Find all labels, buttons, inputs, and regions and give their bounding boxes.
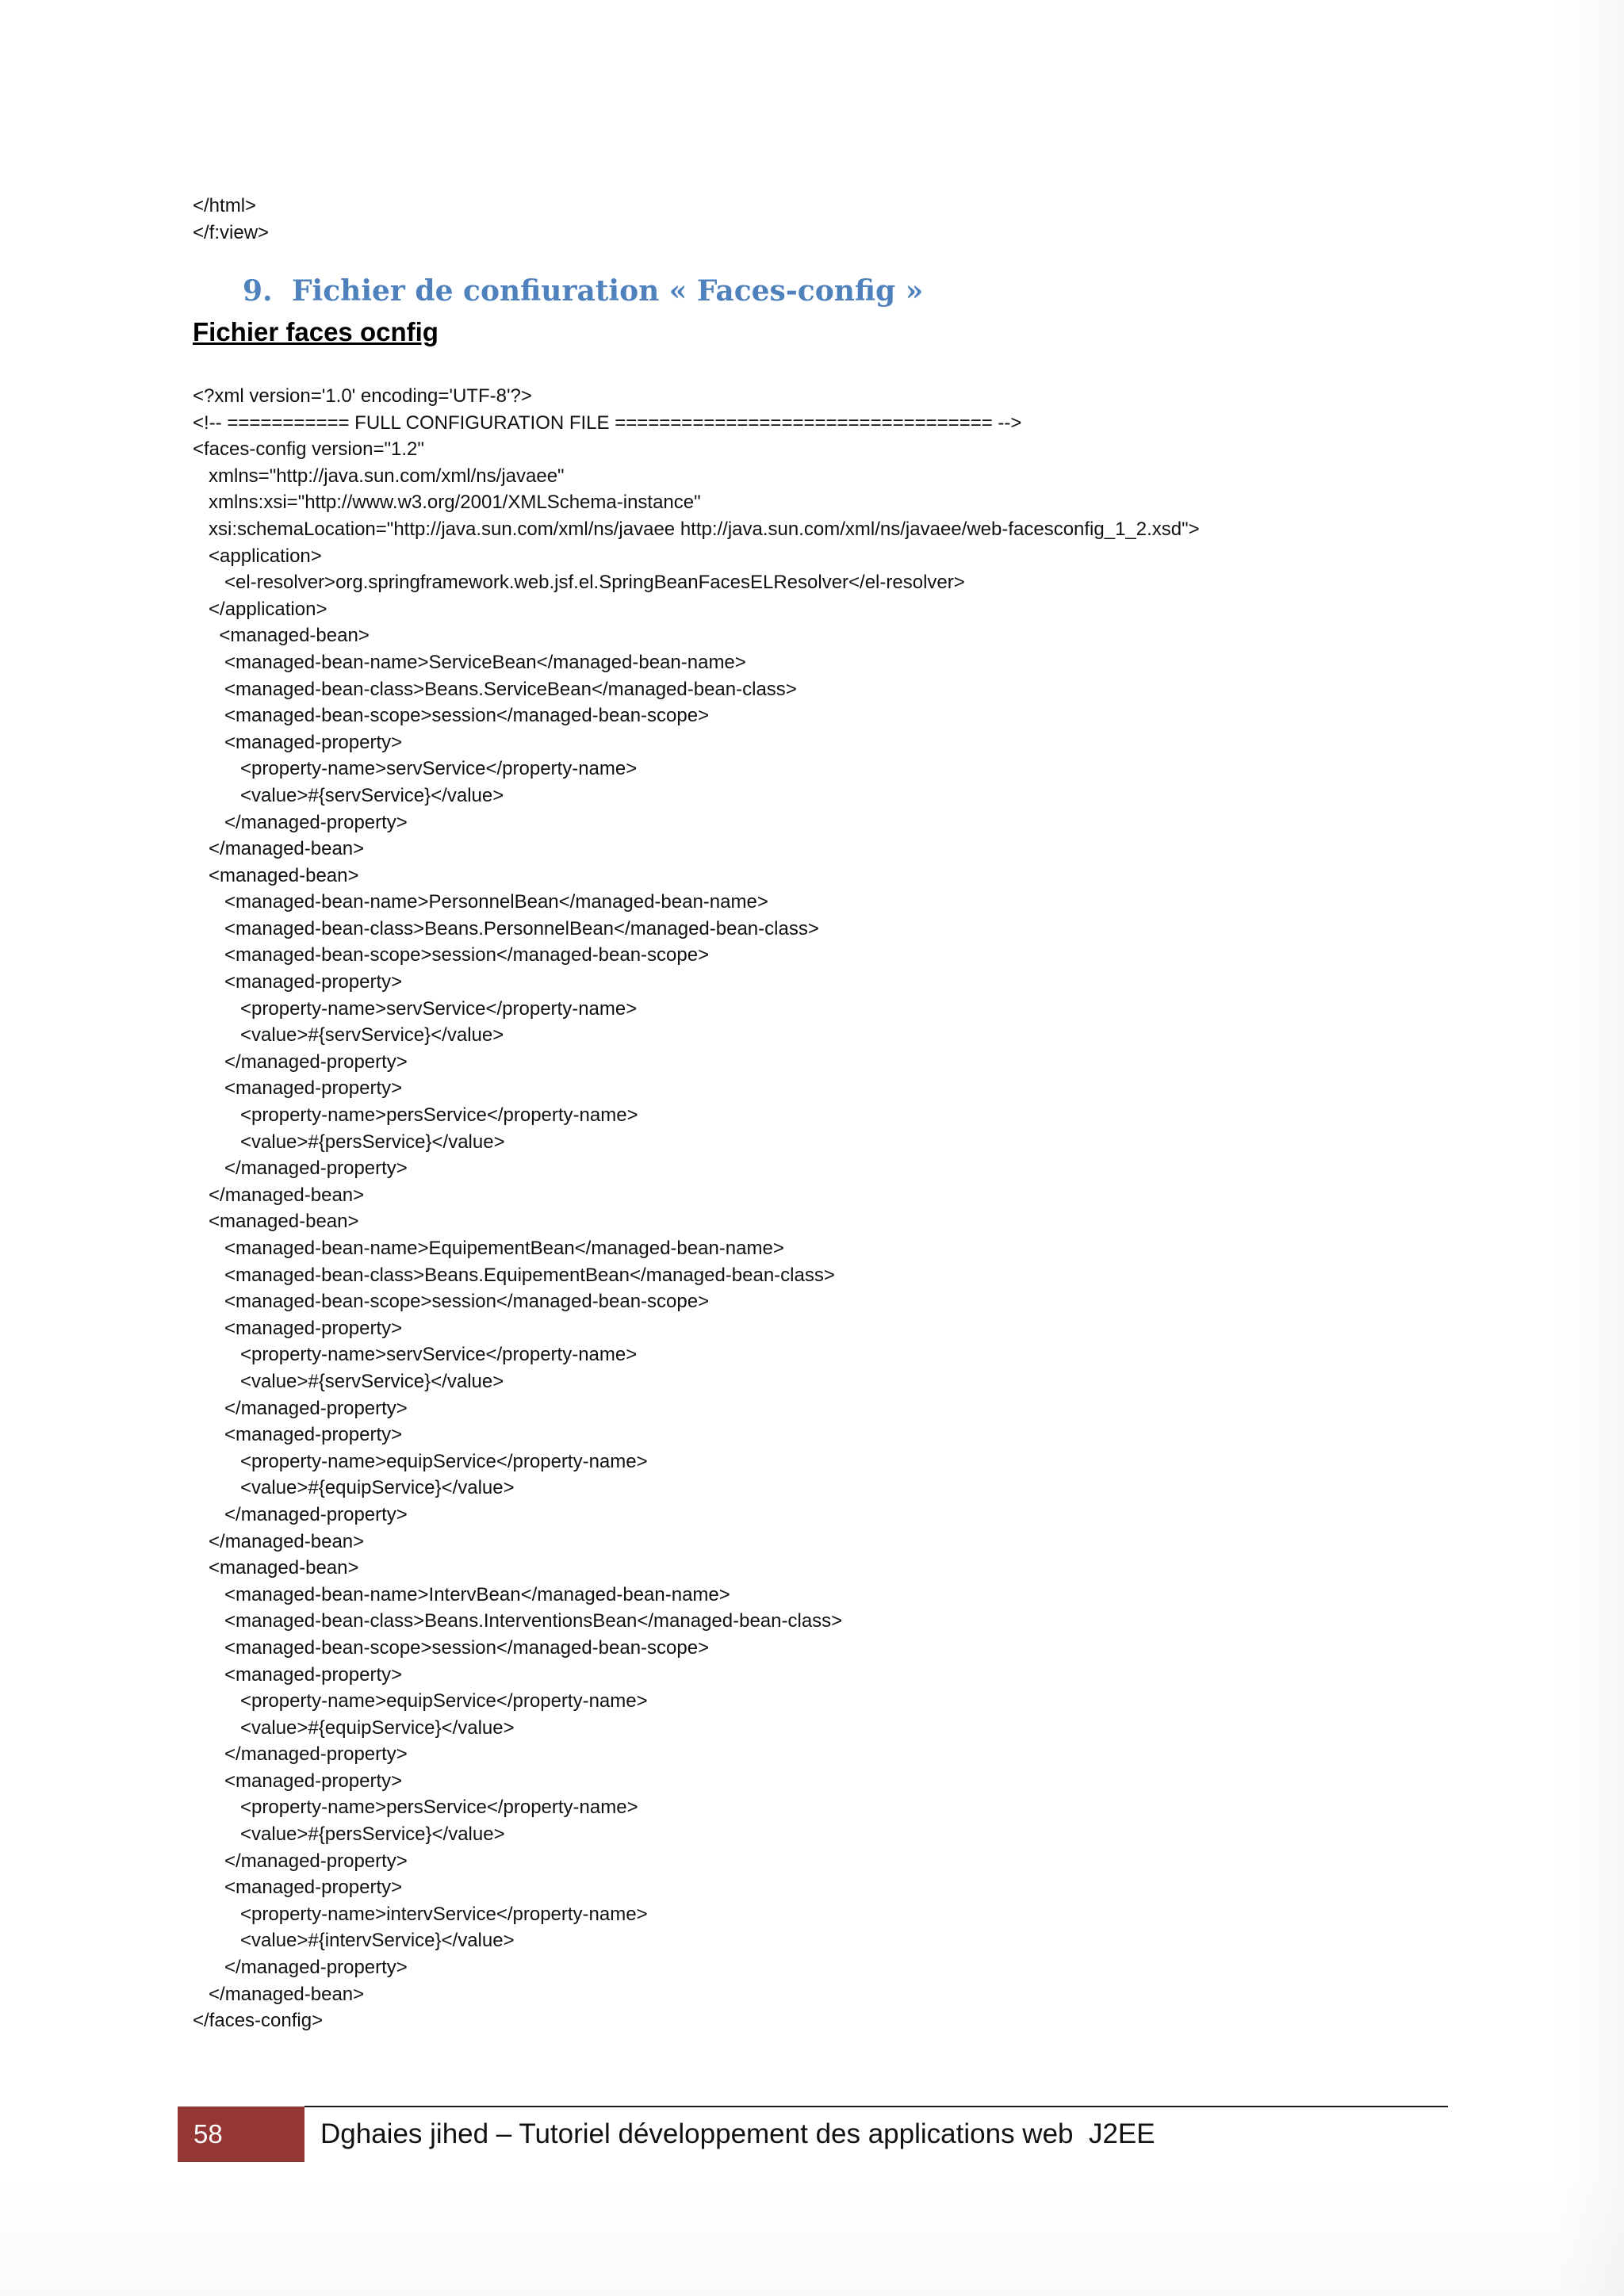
code-line: </managed-bean> — [193, 1530, 365, 1552]
code-line: </managed-property> — [193, 1397, 408, 1419]
code-line: <managed-bean-scope>session</managed-bean-scope> — [193, 1636, 710, 1659]
code-line: xmlns:xsi="http://www.w3.org/2001/XMLSchema-instance" — [193, 492, 701, 514]
code-line: <managed-bean> — [193, 1211, 359, 1233]
code-line: <property-name>persService</property-name> — [193, 1104, 638, 1127]
code-line: <managed-bean> — [193, 625, 370, 647]
footer-page-number: 58 — [178, 2107, 304, 2162]
code-line: <managed-property> — [193, 1663, 403, 1686]
code-line: <managed-property> — [193, 971, 403, 993]
code-line: <value>#{persService}</value> — [193, 1823, 505, 1846]
code-line: <managed-property> — [193, 731, 403, 753]
code-line: <property-name>servService</property-name> — [193, 1344, 638, 1366]
code-line: </managed-bean> — [193, 1983, 365, 2005]
code-line: <value>#{servService}</value> — [193, 1024, 504, 1047]
section-number: 9. — [243, 274, 273, 308]
code-line: <?xml version='1.0' encoding='UTF-8'?> — [193, 385, 532, 407]
code-line: <value>#{servService}</value> — [193, 1370, 504, 1392]
code-line: <application> — [193, 545, 322, 567]
code-line: <managed-property> — [193, 1317, 403, 1339]
code-line: <managed-property> — [193, 1877, 403, 1899]
code-line: </managed-property> — [193, 1503, 408, 1525]
footer-title: Dghaies jihed – Tutoriel développement des applications web J2EE — [320, 2118, 1155, 2149]
page-bottom-shadow — [0, 2172, 1624, 2296]
code-line: <managed-bean-class>Beans.PersonnelBean</managed-bean-class> — [193, 917, 819, 939]
code-line: <property-name>equipService</property-name> — [193, 1450, 648, 1472]
code-line: <managed-bean> — [193, 864, 359, 886]
code-line: <managed-bean-class>Beans.EquipementBean</managed-bean-class> — [193, 1264, 835, 1286]
code-line: <managed-bean-name>PersonnelBean</managed-bean-name> — [193, 891, 768, 913]
code-line: xsi:schemaLocation="http://java.sun.com/xml/ns/javaee http://java.sun.com/xml/ns/javaee/web-facesconfig_1_2.xsd"> — [193, 518, 1200, 540]
code-line: <!-- =========== FULL CONFIGURATION FILE ================================== --> — [193, 411, 1022, 434]
code-line: <managed-bean-name>EquipementBean</managed-bean-name> — [193, 1238, 784, 1259]
code-line: </f:view> — [193, 221, 270, 243]
code-line: </faces-config> — [193, 2010, 324, 2032]
code-line: <managed-property> — [193, 1424, 403, 1446]
code-line: <managed-bean> — [193, 1557, 359, 1579]
code-line: <managed-bean-scope>session</managed-bean-scope> — [193, 1291, 710, 1313]
code-line: </application> — [193, 598, 327, 620]
page-edge-shadow — [1554, 0, 1624, 2296]
code-line: <managed-property> — [193, 1077, 403, 1100]
code-line: <managed-bean-scope>session</managed-bean-scope> — [193, 705, 710, 727]
code-line: </managed-bean> — [193, 1184, 365, 1206]
code-line: <managed-bean-class>Beans.ServiceBean</managed-bean-class> — [193, 678, 797, 700]
code-line: <managed-bean-name>ServiceBean</managed-bean-name> — [193, 651, 746, 673]
code-line: <value>#{servService}</value> — [193, 784, 504, 806]
code-line: xmlns="http://java.sun.com/xml/ns/javaee" — [193, 465, 565, 487]
code-line: <property-name>servService</property-name> — [193, 758, 638, 780]
faces-config-code-listing — [193, 383, 1200, 2034]
code-line: </managed-property> — [193, 1743, 408, 1766]
code-line: <value>#{persService}</value> — [193, 1131, 505, 1153]
code-line: </managed-property> — [193, 1050, 408, 1073]
subheading: Fichier faces ocnfig — [193, 317, 439, 346]
code-line: <managed-property> — [193, 1770, 403, 1792]
code-line: </managed-property> — [193, 1850, 408, 1872]
code-line: <el-resolver>org.springframework.web.jsf.el.SpringBeanFacesELResolver</el-resolver> — [193, 572, 965, 594]
code-line: <managed-bean-name>IntervBean</managed-bean-name> — [193, 1583, 730, 1605]
code-line: <property-name>equipService</property-name> — [193, 1690, 648, 1712]
code-line: <value>#{intervService}</value> — [193, 1930, 515, 1952]
code-line: <property-name>intervService</property-name> — [193, 1903, 648, 1925]
code-line: <property-name>servService</property-name> — [193, 997, 638, 1020]
section-heading — [243, 271, 923, 311]
code-line: </managed-property> — [193, 1158, 408, 1180]
code-line: <managed-bean-scope>session</managed-bean-scope> — [193, 944, 710, 966]
code-line: </managed-bean> — [193, 838, 365, 860]
code-line: <managed-bean-class>Beans.InterventionsBean</managed-bean-class> — [193, 1610, 843, 1632]
code-line: <property-name>persService</property-name> — [193, 1797, 638, 1819]
code-line: </managed-property> — [193, 1957, 408, 1979]
code-line: <value>#{equipService}</value> — [193, 1477, 515, 1499]
code-line: <value>#{equipService}</value> — [193, 1716, 515, 1739]
code-line: </managed-property> — [193, 811, 408, 833]
code-line: </html> — [193, 195, 257, 216]
code-line: <faces-config version="1.2" — [193, 438, 424, 461]
section-title: Fichier de confiuration « Faces-config » — [292, 274, 924, 308]
code-snippet-end — [193, 193, 269, 246]
